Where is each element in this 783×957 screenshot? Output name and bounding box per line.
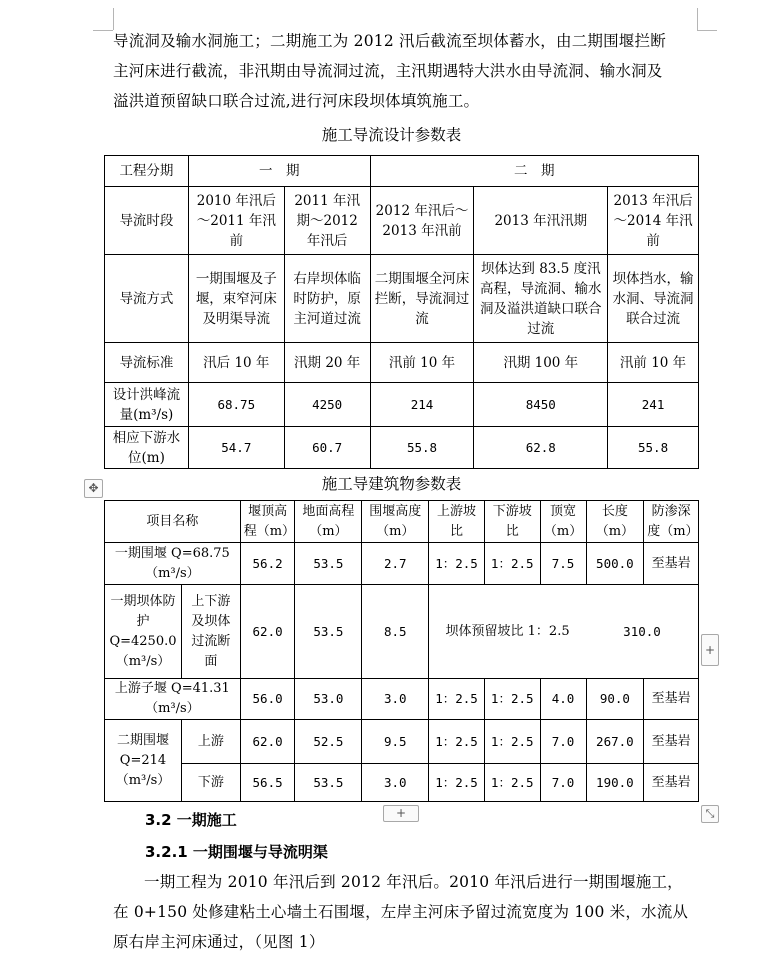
diversion-structures-table (104, 500, 699, 802)
table-cell: 52.5 (295, 720, 362, 764)
table-row (105, 720, 699, 764)
table-cell: 62.0 (240, 720, 295, 764)
table-cell: 68.75 (188, 383, 284, 427)
row-label: 工程分期 (105, 156, 189, 187)
table-cell: 53.0 (295, 679, 362, 720)
add-row-button[interactable]: + (383, 805, 419, 822)
phase2-header: 二 期 (370, 156, 698, 187)
phase1-header: 一 期 (188, 156, 370, 187)
table-cell: 90.0 (586, 679, 644, 720)
table-row (105, 764, 699, 802)
page-corner-mark (697, 30, 717, 31)
table-cell: 2011 年汛期～2012 年汛后 (284, 187, 370, 255)
table-cell: 1：2.5 (484, 679, 540, 720)
table-cell: 7.5 (540, 543, 586, 585)
column-header: 地面高程（m） (295, 501, 362, 543)
table-cell: 310.0 (586, 585, 699, 679)
row-label: 导流时段 (105, 187, 189, 255)
section-heading: 3.2 一期施工 (145, 811, 237, 829)
column-header: 顶宽（m） (540, 501, 586, 543)
intro-line: 主河床进行截流，非汛期由导流洞过流，主汛期遇特大洪水由导流洞、输水洞及 (113, 62, 663, 80)
row-subname: 上游 (181, 720, 240, 764)
body-line: 在 0+150 处修建粘土心墙土石围堰，左岸主河床予留过流宽度为 100 米，水流从 (113, 903, 689, 921)
table-row (105, 187, 699, 255)
table-cell: 汛前 10 年 (370, 343, 474, 383)
table-cell: 4.0 (540, 679, 586, 720)
table-cell: 55.8 (608, 427, 699, 469)
column-header: 围堰高度（m） (362, 501, 429, 543)
column-header: 下游坡比 (484, 501, 540, 543)
table-cell: 1：2.5 (484, 764, 540, 802)
table-cell: 2012 年汛后～2013 年汛前 (370, 187, 474, 255)
table-cell: 1：2.5 (429, 679, 485, 720)
table-cell: 55.8 (370, 427, 474, 469)
row-label: 导流标准 (105, 343, 189, 383)
table-cell: 右岸坝体临时防护，原主河道过流 (284, 255, 370, 343)
table-cell: 至基岩 (644, 543, 699, 585)
table-cell: 3.0 (362, 679, 429, 720)
table-cell: 汛后 10 年 (188, 343, 284, 383)
table-cell: 2.7 (362, 543, 429, 585)
body-line: 一期工程为 2010 年汛后到 2012 年汛后。2010 年汛后进行一期围堰施工， (144, 873, 683, 891)
row-label: 导流方式 (105, 255, 189, 343)
table-cell: 2013 年汛汛期 (474, 187, 608, 255)
table-cell: 1：2.5 (429, 543, 485, 585)
table-cell: 56.5 (240, 764, 295, 802)
add-column-button[interactable]: + (701, 634, 719, 666)
table-cell: 汛期 20 年 (284, 343, 370, 383)
table-cell: 56.0 (240, 679, 295, 720)
table-move-handle[interactable]: ✥ (84, 479, 103, 498)
row-name: 一期坝体防护 Q=4250.0（m³/s） (105, 585, 182, 679)
table-cell: 500.0 (586, 543, 644, 585)
column-header: 长度（m） (586, 501, 644, 543)
row-label: 设计洪峰流量(m³/s) (105, 383, 189, 427)
table-cell: 60.7 (284, 427, 370, 469)
table-row (105, 343, 699, 383)
table-row (105, 501, 699, 543)
column-header: 防渗深度（m） (644, 501, 699, 543)
table-cell: 8.5 (362, 585, 429, 679)
table-row (105, 585, 699, 679)
table-cell: 7.0 (540, 764, 586, 802)
table-cell: 9.5 (362, 720, 429, 764)
table-cell: 二期围堰全河床拦断，导流洞过流 (370, 255, 474, 343)
table-cell: 53.5 (295, 585, 362, 679)
table-row (105, 255, 699, 343)
table-cell: 53.5 (295, 764, 362, 802)
table-cell: 3.0 (362, 764, 429, 802)
table-cell: 62.0 (240, 585, 295, 679)
row-subname: 上下游及坝体过流断面 (181, 585, 240, 679)
intro-paragraph (113, 26, 698, 116)
table-cell: 2013 年汛后～2014 年汛前 (608, 187, 699, 255)
body-paragraph (113, 867, 698, 957)
row-label: 相应下游水位(m) (105, 427, 189, 469)
page-corner-mark (93, 30, 113, 31)
table-row (105, 543, 699, 585)
table-cell: 241 (608, 383, 699, 427)
table-cell: 267.0 (586, 720, 644, 764)
table-cell: 至基岩 (644, 679, 699, 720)
row-name: 一期围堰 Q=68.75（m³/s） (105, 543, 241, 585)
intro-line: 导流洞及输水洞施工；二期施工为 2012 汛后截流至坝体蓄水，由二期围堰拦断 (113, 32, 666, 50)
table-cell: 汛前 10 年 (608, 343, 699, 383)
table-cell: 至基岩 (644, 720, 699, 764)
table-cell: 190.0 (586, 764, 644, 802)
table-cell: 62.8 (474, 427, 608, 469)
column-header: 堰顶高程（m） (240, 501, 295, 543)
table-cell: 7.0 (540, 720, 586, 764)
table-cell: 汛期 100 年 (474, 343, 608, 383)
table-row (105, 427, 699, 469)
table-resize-handle[interactable]: ⤡ (701, 805, 719, 823)
column-header: 项目名称 (105, 501, 241, 543)
diversion-design-table (104, 155, 699, 469)
table-cell: 1：2.5 (429, 720, 485, 764)
row-subname: 下游 (181, 764, 240, 802)
table-cell: 4250 (284, 383, 370, 427)
table-cell: 1：2.5 (484, 720, 540, 764)
row-name: 二期围堰 Q=214（m³/s） (105, 720, 182, 802)
row-name: 上游子堰 Q=41.31（m³/s） (105, 679, 241, 720)
table-cell: 56.2 (240, 543, 295, 585)
subsection-heading: 3.2.1 一期围堰与导流明渠 (145, 843, 328, 861)
table-cell: 8450 (474, 383, 608, 427)
table-cell: 1：2.5 (484, 543, 540, 585)
body-line: 原右岸主河床通过，（见图 1） (113, 933, 325, 951)
table-cell: 53.5 (295, 543, 362, 585)
column-header: 上游坡比 (429, 501, 485, 543)
table-cell: 坝体预留坡比 1：2.5 (429, 585, 586, 679)
table-cell: 坝体达到 83.5 度汛高程，导流洞、输水洞及溢洪道缺口联合过流 (474, 255, 608, 343)
table-cell: 至基岩 (644, 764, 699, 802)
table-cell: 2010 年汛后～2011 年汛前 (188, 187, 284, 255)
table-row (105, 383, 699, 427)
table-cell: 坝体挡水，输水洞、导流洞联合过流 (608, 255, 699, 343)
table1-caption: 施工导流设计参数表 (321, 126, 462, 144)
table-cell: 1：2.5 (429, 764, 485, 802)
table-row (105, 156, 699, 187)
table-row (105, 679, 699, 720)
intro-line: 溢洪道预留缺口联合过流,进行河床段坝体填筑施工。 (113, 92, 480, 110)
table2-caption: 施工导建筑物参数表 (321, 475, 462, 493)
table-cell: 一期围堰及子堰，束窄河床及明渠导流 (188, 255, 284, 343)
table-cell: 214 (370, 383, 474, 427)
table-cell: 54.7 (188, 427, 284, 469)
